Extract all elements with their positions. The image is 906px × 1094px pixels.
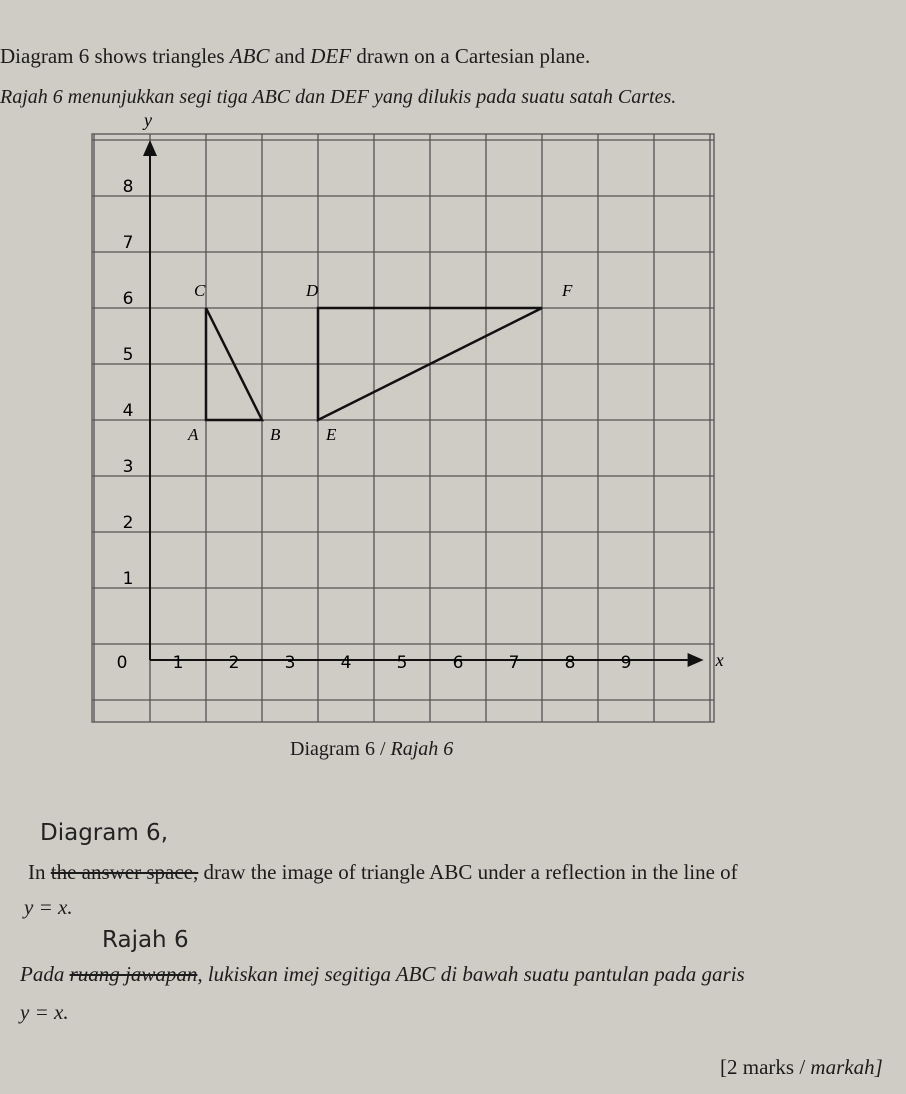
vertex-label-c: C [194,281,206,300]
y-tick-label: 5 [122,345,134,365]
x-tick-label: 3 [284,653,296,673]
marks-label: [2 marks / markah] [720,1055,883,1079]
y-tick-label: 8 [122,177,134,197]
x-tick-label: 2 [228,653,240,673]
y-tick-label: 1 [122,569,134,589]
y-tick-label: 6 [122,289,134,309]
diagram-caption: Diagram 6 / Rajah 6 [290,738,454,760]
x-tick-label: 6 [452,653,464,673]
question-malay: Pada ruang jawapan, lukiskan imej segitiga ABC di bawah suatu pantulan pada garis [20,962,745,986]
vertex-label-b: B [270,425,281,444]
vertex-label-d: D [306,281,319,300]
x-tick-label: 8 [564,653,576,673]
y-tick-label: 4 [122,401,134,421]
x-tick-label: 7 [508,653,520,673]
x-tick-label: 9 [620,653,632,673]
handwritten-note-ms: Rajah 6 [102,927,189,953]
x-tick-label: 0 [116,653,128,673]
handwritten-note-en: Diagram 6, [40,820,169,846]
y-axis-label: y [144,110,152,130]
intro-english: Diagram 6 shows triangles ABC and DEF drawn on a Cartesian plane. [0,44,591,68]
grid-border [92,134,714,722]
question-english: In the answer space, draw the image of triangle ABC under a reflection in the line of [28,860,738,884]
y-tick-label: 2 [122,513,134,533]
x-axis-label: x [715,650,724,670]
vertex-label-a: A [188,425,199,444]
y-axis-arrow-icon [143,140,157,156]
question-english-equation: y = x. [24,895,73,919]
x-tick-label: 4 [340,653,352,673]
y-tick-label: 7 [122,233,134,253]
x-tick-label: 1 [172,653,184,673]
x-tick-label: 5 [396,653,408,673]
question-malay-equation: y = x. [20,1000,69,1024]
y-tick-label: 3 [122,457,134,477]
vertex-label-e: E [326,425,337,444]
intro-malay: Rajah 6 menunjukkan segi tiga ABC dan DEF yang dilukis pada suatu satah Cartes. [0,86,677,108]
x-axis-arrow-icon [688,653,704,667]
vertex-label-f: F [562,281,573,300]
